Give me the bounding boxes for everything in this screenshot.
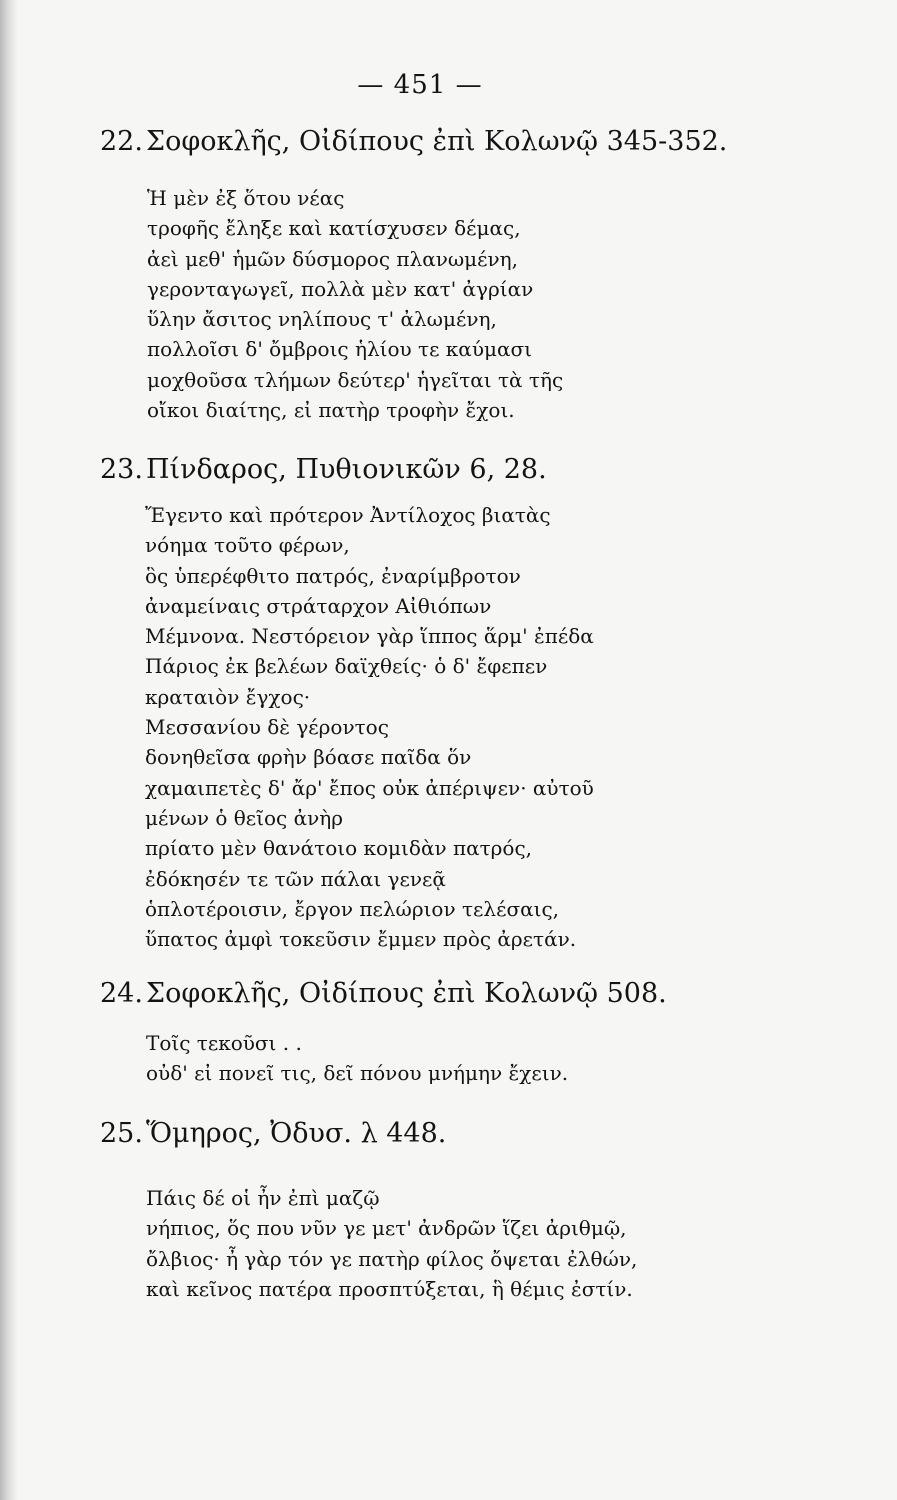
verse-line: Μέμνονα. Νεστόρειον γὰρ ἵππος ἅρμ' ἐπέδα bbox=[145, 624, 594, 649]
section-number: 22. bbox=[100, 126, 143, 157]
section-title: Σοφοκλῆς, Οἰδίπους ἐπὶ Κολωνῷ 508. bbox=[146, 978, 667, 1009]
verse-line: δονηθεῖσα φρὴν βόασε παῖδα ὅν bbox=[145, 745, 472, 770]
verse-line: χαμαιπετὲς δ' ἄρ' ἔπος οὐκ ἀπέριψεν· αὐτοῦ bbox=[145, 775, 594, 800]
verse-line: ἐδόκησέν τε τῶν πάλαι γενεᾷ bbox=[145, 866, 446, 891]
section-title: Σοφοκλῆς, Οἰδίπους ἐπὶ Κολωνῷ 345-352. bbox=[146, 126, 728, 157]
verse-line: ἀεὶ μεθ' ἡμῶν δύσμορος πλανωμένη, bbox=[147, 246, 519, 271]
verse-line: πρίατο μὲν θανάτοιο κομιδὰν πατρός, bbox=[145, 836, 533, 861]
verse-line: Μεσσανίου δὲ γέροντος bbox=[145, 715, 389, 740]
verse-block bbox=[146, 1183, 860, 1304]
verse-line: νόημα τοῦτο φέρων, bbox=[145, 533, 350, 558]
section-25 bbox=[100, 1117, 860, 1304]
verse-line: ὕπατος ἀμφὶ τοκεῦσιν ἔμμεν πρὸς ἀρετάν. bbox=[145, 927, 577, 952]
verse-line: καὶ κεῖνος πατέρα προσπτύξεται, ἣ θέμις ἐστίν. bbox=[146, 1276, 633, 1301]
section-23 bbox=[100, 453, 860, 954]
verse-line: Πάριος ἐκ βελέων δαϊχθείς· ὁ δ' ἔφεπεν bbox=[145, 654, 548, 679]
verse-line: Ἔγεντο καὶ πρότερον Ἀντίλοχος βιατὰς bbox=[145, 503, 551, 527]
verse-line: Ἡ μὲν ἐξ ὅτου νέας bbox=[147, 186, 345, 210]
verse-block bbox=[145, 500, 860, 954]
verse-line: τροφῆς ἔληξε καὶ κατίσχυσεν δέμας, bbox=[147, 216, 521, 241]
page-number: — 451 — bbox=[357, 70, 483, 100]
verse-line: μοχθοῦσα τλήμων δεύτερ' ἡγεῖται τὰ τῆς bbox=[147, 367, 564, 392]
section-heading bbox=[100, 125, 860, 159]
verse-line: ὄλβιος· ἦ γὰρ τόν γε πατὴρ φίλος ὄψεται ἐλθών, bbox=[146, 1246, 638, 1271]
verse-block bbox=[147, 183, 860, 425]
section-22 bbox=[100, 125, 860, 425]
verse-block bbox=[146, 1028, 860, 1089]
verse-line: οἴκοι διαίτης, εἰ πατὴρ τροφὴν ἔχοι. bbox=[147, 398, 515, 423]
verse-line: ὕλην ἄσιτος νηλίπους τ' ἀλωμένη, bbox=[147, 307, 497, 332]
section-number: 24. bbox=[100, 978, 143, 1009]
verse-line: νήπιος, ὅς που νῦν γε μετ' ἀνδρῶν ἵζει ἀριθμῷ, bbox=[146, 1216, 627, 1241]
verse-line: ὃς ὑπερέφθιτο πατρός, ἐναρίμβροτον bbox=[145, 563, 521, 588]
section-title: Πίνδαρος, Πυθιονικῶν 6, 28. bbox=[146, 454, 547, 485]
section-number: 23. bbox=[100, 454, 143, 485]
verse-line: μένων ὁ θεῖος ἀνὴρ bbox=[145, 805, 343, 830]
verse-line: οὐδ' εἰ πονεῖ τις, δεῖ πόνου μνήμην ἔχειν. bbox=[146, 1061, 569, 1086]
verse-line: ἀναμείναις στράταρχον Αἰθιόπων bbox=[145, 593, 492, 618]
section-24 bbox=[100, 977, 860, 1089]
section-heading bbox=[100, 453, 860, 487]
verse-line: γερονταγωγεῖ, πολλὰ μὲν κατ' ἀγρίαν bbox=[147, 276, 534, 301]
section-heading bbox=[100, 977, 860, 1011]
section-title: Ὅμηρος, Ὀδυσ. λ 448. bbox=[146, 1118, 447, 1149]
section-heading bbox=[100, 1117, 860, 1151]
binding-edge-shadow bbox=[0, 0, 18, 1500]
verse-line: ὁπλοτέροισιν, ἔργον πελώριον τελέσαις, bbox=[145, 896, 560, 921]
section-number: 25. bbox=[100, 1118, 143, 1149]
verse-line: Πάις δέ οἱ ἦν ἐπὶ μαζῷ bbox=[146, 1186, 380, 1210]
verse-line: πολλοῖσι δ' ὄμβροις ἡλίου τε καύμασι bbox=[147, 337, 532, 362]
verse-line: Τοῖς τεκοῦσι . . bbox=[146, 1031, 302, 1055]
verse-line: κραταιὸν ἔγχος· bbox=[145, 684, 311, 709]
